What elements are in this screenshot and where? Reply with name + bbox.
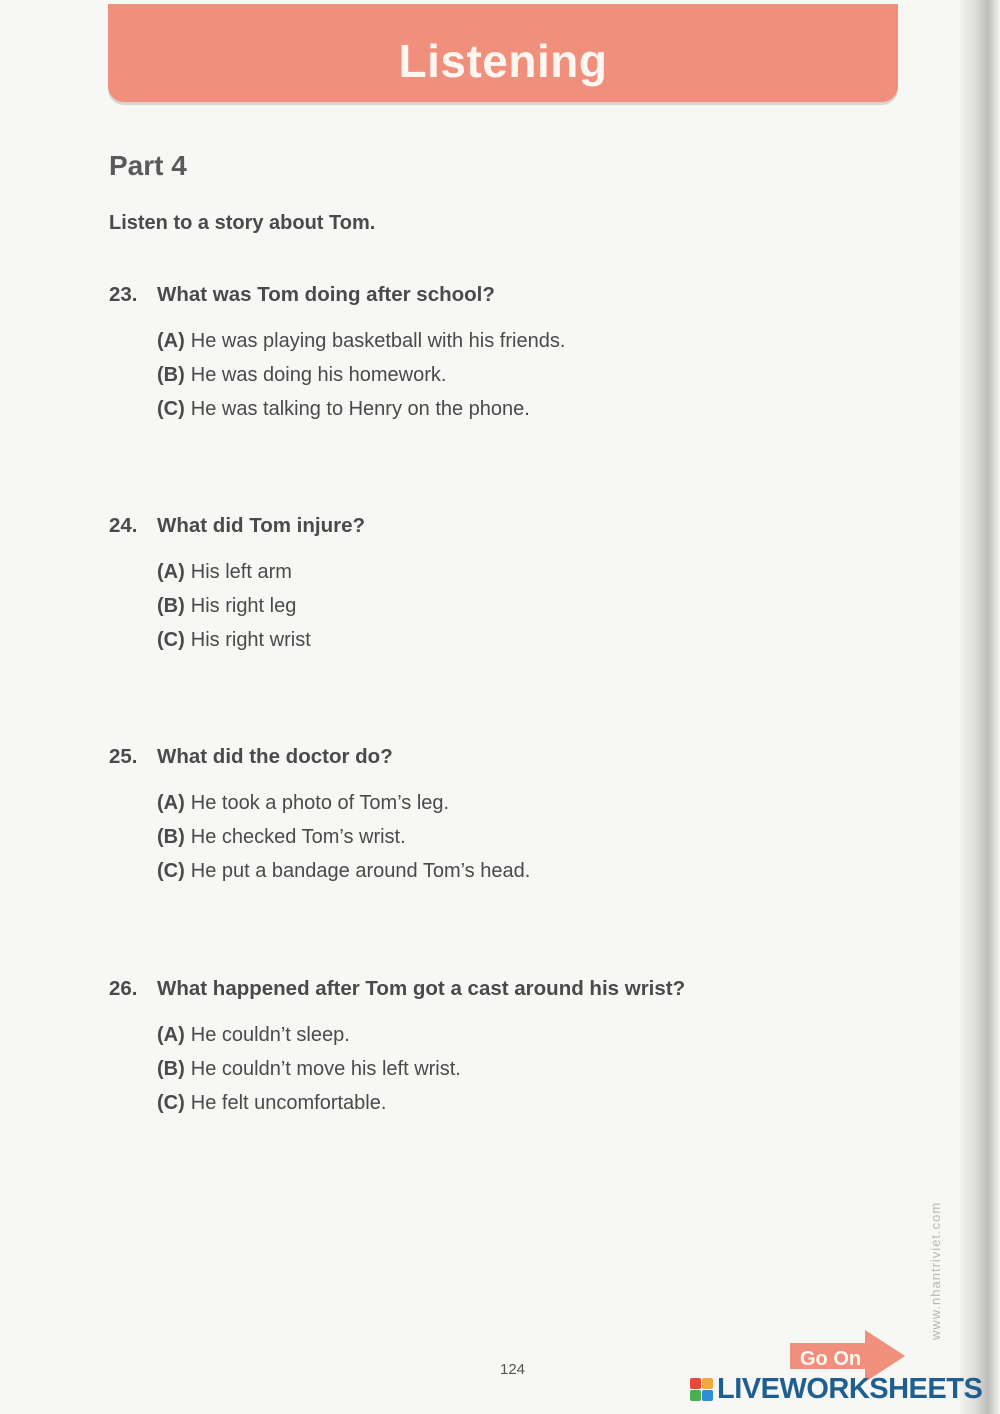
go-on-label: Go On xyxy=(800,1348,862,1370)
option-text: He was talking to Henry on the phone. xyxy=(190,398,530,420)
answer-options xyxy=(157,791,869,893)
option-letter: (A) xyxy=(157,792,185,814)
option-letter: (B) xyxy=(157,595,185,617)
option-a[interactable] xyxy=(157,1023,869,1057)
option-letter: (A) xyxy=(157,1024,185,1046)
brand-name: LIVEWORKSHEETS xyxy=(717,1372,983,1405)
question-text: What did Tom injure? xyxy=(157,514,366,537)
publisher-watermark: www.nhantriviet.com xyxy=(928,1201,943,1340)
option-b[interactable] xyxy=(157,825,869,859)
question-text: What happened after Tom got a cast around his wrist? xyxy=(157,977,686,1000)
option-b[interactable] xyxy=(157,594,869,628)
part-title: Part 4 xyxy=(109,150,187,181)
option-text: He was doing his homework. xyxy=(190,364,447,386)
question-number: 25. xyxy=(109,745,138,768)
question-number: 23. xyxy=(109,283,138,306)
option-text: His right wrist xyxy=(190,629,311,651)
option-letter: (B) xyxy=(157,364,185,386)
option-text: He couldn’t move his left wrist. xyxy=(190,1058,461,1080)
option-c[interactable] xyxy=(157,397,869,431)
page-number: 124 xyxy=(500,1361,526,1378)
option-letter: (C) xyxy=(157,860,185,882)
option-letter: (C) xyxy=(157,1092,185,1114)
question-23 xyxy=(109,283,869,431)
question-text: What was Tom doing after school? xyxy=(157,283,495,306)
option-letter: (B) xyxy=(157,826,185,848)
option-letter: (A) xyxy=(157,561,185,583)
option-b[interactable] xyxy=(157,363,869,397)
liveworksheets-logo-icon xyxy=(690,1378,713,1401)
section-title: Listening xyxy=(398,35,608,87)
page-binding-edge xyxy=(960,0,1000,1414)
option-letter: (B) xyxy=(157,1058,185,1080)
option-a[interactable] xyxy=(157,329,869,363)
option-letter: (C) xyxy=(157,398,185,420)
option-text: He put a bandage around Tom’s head. xyxy=(190,860,531,882)
option-letter: (C) xyxy=(157,629,185,651)
option-text: He took a photo of Tom’s leg. xyxy=(190,792,450,814)
option-text: His left arm xyxy=(190,561,292,583)
option-text: He couldn’t sleep. xyxy=(190,1024,350,1046)
section-banner xyxy=(108,4,898,102)
option-a[interactable] xyxy=(157,560,869,594)
option-c[interactable] xyxy=(157,628,869,662)
question-25 xyxy=(109,745,869,893)
option-c[interactable] xyxy=(157,1091,869,1125)
answer-options xyxy=(157,1023,869,1125)
option-text: He checked Tom’s wrist. xyxy=(190,826,406,848)
answer-options xyxy=(157,329,869,431)
question-number: 26. xyxy=(109,977,138,1000)
option-text: His right leg xyxy=(190,595,297,617)
question-number: 24. xyxy=(109,514,138,537)
option-letter: (A) xyxy=(157,330,185,352)
option-text: He was playing basketball with his friends. xyxy=(190,330,566,352)
option-a[interactable] xyxy=(157,791,869,825)
question-26 xyxy=(109,977,869,1125)
answer-options xyxy=(157,560,869,662)
instructions: Listen to a story about Tom. xyxy=(109,212,376,234)
liveworksheets-brand[interactable] xyxy=(690,1372,982,1406)
question-text: What did the doctor do? xyxy=(157,745,393,768)
question-24 xyxy=(109,514,869,662)
option-b[interactable] xyxy=(157,1057,869,1091)
option-text: He felt uncomfortable. xyxy=(190,1092,387,1114)
option-c[interactable] xyxy=(157,859,869,893)
